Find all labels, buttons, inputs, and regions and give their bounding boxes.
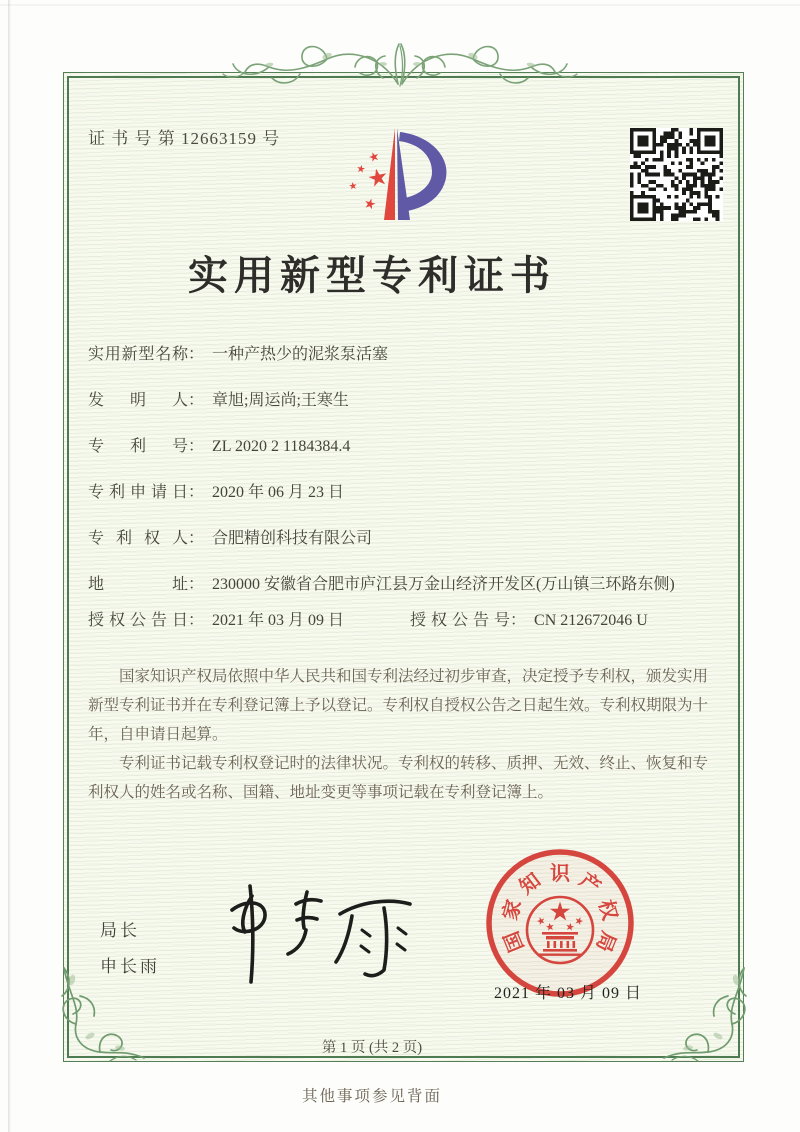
field-label: 实用新型名称 <box>88 346 188 363</box>
field-label: 专利号 <box>88 438 188 455</box>
field-label: 地址 <box>88 576 188 593</box>
label-colon: ： <box>188 438 205 455</box>
field-value: 2020 年 06 月 23 日 <box>212 484 345 501</box>
field-value: 2021 年 03 月 09 日 <box>212 612 345 629</box>
field-row-patent-number <box>88 436 708 458</box>
svg-text:知: 知 <box>515 869 545 899</box>
label-colon: ： <box>188 530 205 547</box>
field-value: CN 212672046 U <box>534 612 648 629</box>
grant-number <box>410 610 648 632</box>
signature-handwriting <box>212 878 427 993</box>
field-label: 授权公告日 <box>88 612 188 629</box>
svg-text:权: 权 <box>594 897 621 923</box>
field-value: 章旭;周运尚;王寒生 <box>212 392 349 409</box>
field-value: 合肥精创科技有限公司 <box>212 530 373 547</box>
label-colon: ： <box>188 392 205 409</box>
back-side-note: 其他事项参见背面 <box>301 1088 442 1105</box>
field-row-address <box>88 574 708 596</box>
legal-text <box>88 662 708 807</box>
svg-text:产: 产 <box>575 869 605 899</box>
field-value: 一种产热少的泥浆泵活塞 <box>212 346 389 363</box>
legal-paragraph-2: 专利证书记载专利权登记时的法律状况。专利权的转移、质押、无效、终止、恢复和专利权人的姓名或名称、国籍、地址变更等事项记载在专利登记簿上。 <box>88 755 709 801</box>
field-label: 专利申请日 <box>88 484 188 501</box>
svg-text:识: 识 <box>550 863 570 885</box>
certificate-fields <box>88 344 708 656</box>
field-row-filing-date <box>88 482 708 504</box>
field-label: 发明人 <box>88 392 188 409</box>
field-label: 专利权人 <box>88 530 188 547</box>
field-label: 授权公告号 <box>410 612 510 629</box>
legal-paragraph-1: 国家知识产权局依照中华人民共和国专利法经过初步审查，决定授予专利权，颁发实用新型专利证书并在专利登记簿上予以登记。专利权自授权公告之日起生效。专利权期限为十年，自申请日起算。 <box>88 668 709 743</box>
certificate-number: 证 书 号 第 12663159 号 <box>88 129 281 148</box>
certificate-title: 实用新型专利证书 <box>188 253 556 298</box>
signer-role: 局长 <box>100 921 140 940</box>
page-number: 第 1 页 (共 2 页) <box>321 1040 423 1056</box>
svg-text:国: 国 <box>500 927 529 955</box>
signer-name: 申长雨 <box>100 957 160 976</box>
grant-date <box>88 610 410 632</box>
cnipa-logo-icon <box>328 112 460 238</box>
official-seal <box>483 846 637 1000</box>
field-row-name <box>88 344 708 366</box>
field-value: ZL 2020 2 1184384.4 <box>212 438 351 455</box>
label-colon: ： <box>188 576 205 593</box>
scan-edge <box>8 0 11 1132</box>
field-value: 230000 安徽省合肥市庐江县万金山经济开发区(万山镇三环路东侧) <box>212 576 675 593</box>
field-row-inventors <box>88 390 708 412</box>
field-row-grant <box>88 610 708 632</box>
qr-code <box>630 128 723 221</box>
field-row-patentee <box>88 528 708 550</box>
svg-text:局: 局 <box>591 927 620 955</box>
seal-date: 2021 年 03 月 09 日 <box>494 985 643 1002</box>
svg-text:家: 家 <box>499 897 526 923</box>
label-colon: ： <box>188 346 205 363</box>
label-colon: ： <box>510 612 527 629</box>
label-colon: ： <box>188 612 205 629</box>
scan-edge <box>0 4 800 6</box>
label-colon: ： <box>188 484 205 501</box>
